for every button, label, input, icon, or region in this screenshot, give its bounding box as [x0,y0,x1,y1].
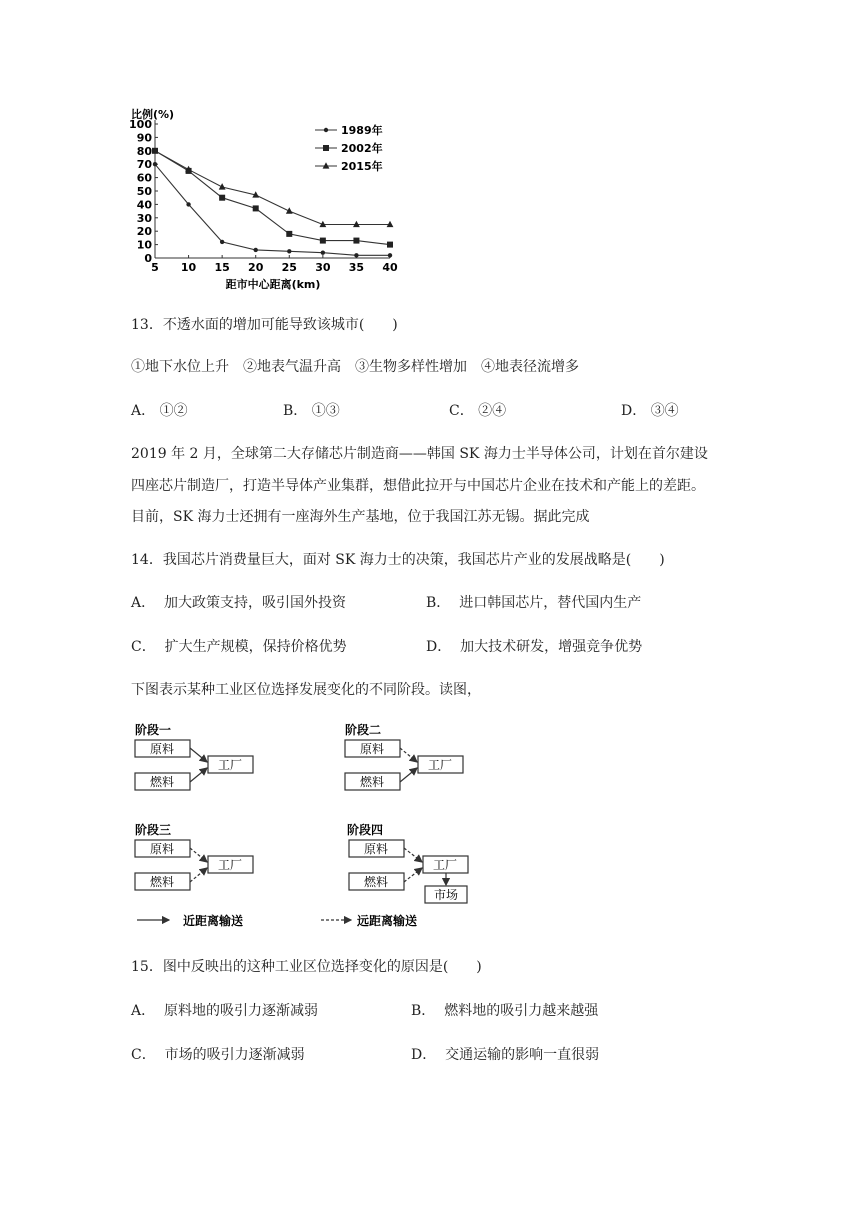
option-letter: C． [131,1047,156,1063]
x-tick-label: 25 [281,261,297,274]
y-tick-label: 60 [136,171,152,185]
factory-label: 工厂 [217,858,243,872]
option-text: 燃料地的吸引力越来越强 [444,1003,599,1019]
legend-label: 1989年 [341,124,383,137]
data-point [321,250,325,254]
far-transport-arrow [190,868,207,882]
y-tick-label: 30 [136,211,152,225]
series-3 [152,147,394,227]
y-tick-label: 0 [144,252,152,265]
near-transport-legend-label: 近距离输送 [183,914,244,928]
fuel-label: 燃料 [149,875,175,889]
option-text: 加大政策支持，吸引国外投资 [164,595,347,611]
q13-option-c[interactable] [449,400,506,420]
option-text: ②④ [478,403,507,419]
raw-material-label: 原料 [363,842,389,856]
q13-option-b[interactable] [283,400,340,420]
q15-option-c[interactable] [131,1044,305,1064]
data-point [387,242,393,248]
near-transport-arrow [400,768,417,782]
option-letter: A． [131,1003,156,1019]
data-point [220,240,224,244]
option-text: ①③ [311,403,340,419]
data-point [219,183,226,189]
data-point [153,162,157,166]
data-point [320,238,326,244]
near-transport-arrow [190,748,207,762]
option-text: 扩大生产规模，保持价格优势 [164,639,347,655]
option-text: 进口韩国芯片，替代国内生产 [459,595,642,611]
data-point [286,231,292,237]
legend-label: 2015年 [341,160,383,173]
far-transport-arrow [400,748,417,762]
legend-label: 2002年 [341,142,383,155]
option-letter: C． [449,403,474,419]
stage-title: 阶段二 [345,723,382,737]
passage-line: 目前，SK 海力士还拥有一座海外生产基地，位于我国江苏无锡。据此完成 [131,509,590,525]
market-label: 市场 [433,888,459,902]
data-point [186,202,190,206]
stage-title: 阶段四 [347,823,384,837]
q14-option-c[interactable] [131,636,347,656]
data-point [353,238,359,244]
stage-3 [135,822,253,890]
data-point [353,221,360,227]
option-letter: D． [426,639,452,655]
q15-stem: 15．图中反映出的这种工业区位选择变化的原因是( ) [131,959,482,975]
factory-label: 工厂 [432,858,458,872]
y-tick-label: 80 [136,144,152,158]
x-tick-label: 30 [315,261,331,274]
q15-option-d[interactable] [411,1044,599,1064]
option-letter: B． [411,1003,436,1019]
factory-label: 工厂 [427,758,453,772]
option-letter: D． [411,1047,437,1063]
option-text: ①② [159,403,188,419]
option-text: 原料地的吸引力逐渐减弱 [164,1003,319,1019]
diagram-intro: 下图表示某种工业区位选择发展变化的不同阶段。读图， [131,682,481,698]
q14-option-a[interactable] [131,592,346,612]
x-tick-label: 20 [248,261,264,274]
stage-2 [345,722,463,790]
diagram-legend [137,913,417,928]
raw-material-label: 原料 [149,742,175,756]
x-tick-label: 5 [151,261,159,274]
stage-title: 阶段一 [135,723,172,737]
option-text: 加大技术研发，增强竞争优势 [460,639,643,655]
factory-label: 工厂 [217,758,243,772]
y-tick-label: 90 [136,131,152,145]
data-point [219,195,225,201]
raw-material-label: 原料 [359,742,385,756]
q13-option-d[interactable] [621,400,679,420]
q13-option-a[interactable] [131,400,188,420]
q13-statements: ①地下水位上升 ②地表气温升高 ③生物多样性增加 ④地表径流增多 [131,359,579,375]
raw-material-label: 原料 [149,842,175,856]
industrial-location-diagram [125,716,485,934]
q15-option-b[interactable] [411,1000,598,1020]
data-point [387,221,394,227]
option-text: 市场的吸引力逐渐减弱 [164,1047,305,1063]
q15-option-a[interactable] [131,1000,318,1020]
data-point [253,205,259,211]
q14-option-d[interactable] [426,636,642,656]
x-tick-label: 15 [214,261,230,274]
y-tick-label: 50 [136,185,152,198]
y-tick-label: 100 [129,118,152,131]
data-point [354,253,358,257]
x-axis-label: 距市中心距离(km) [225,278,321,291]
option-letter: A． [131,595,156,611]
data-point [254,248,258,252]
legend-marker [323,162,330,168]
stage-4 [347,822,468,903]
option-letter: B． [283,403,308,419]
stage-title: 阶段三 [135,823,172,837]
option-letter: B． [426,595,451,611]
option-letter: A． [131,403,156,419]
distance-ratio-line-chart [125,100,415,300]
y-tick-label: 10 [136,238,152,252]
q14-option-b[interactable] [426,592,641,612]
y-tick-label: 40 [136,198,152,212]
data-point [388,253,392,257]
passage-line: 2019 年 2 月，全球第二大存储芯片制造商——韩国 SK 海力士半导体公司，计划在首尔建设 [131,446,708,462]
passage-line: 四座芯片制造厂，打造半导体产业集群，想借此拉开与中国芯片企业在技术和产能上的差距。 [131,478,705,494]
stage-1 [135,722,253,790]
y-tick-labels [129,118,158,265]
option-text: 交通运输的影响一直很弱 [445,1047,600,1063]
far-transport-legend-label: 远距离输送 [357,914,418,928]
x-tick-label: 35 [348,261,365,274]
far-transport-arrow [404,848,422,862]
far-transport-arrow [190,848,207,862]
y-tick-label: 70 [136,158,152,172]
x-tick-label: 10 [180,261,197,274]
y-axis-label: 比例(%) [131,108,175,121]
q13-stem: 13．不透水面的增加可能导致该城市( ) [131,317,398,333]
option-text: ③④ [650,403,679,419]
y-tick-label: 20 [136,225,152,239]
near-transport-arrow [190,768,207,782]
q14-stem: 14．我国芯片消费量巨大，面对 SK 海力士的决策，我国芯片产业的发展战略是( ) [131,552,665,568]
fuel-label: 燃料 [149,775,175,789]
option-letter: D． [621,403,647,419]
legend-marker [324,128,328,132]
chart-axes [155,120,390,258]
legend-marker [323,145,329,151]
fuel-label: 燃料 [363,875,389,889]
option-letter: C． [131,639,156,655]
x-tick-label: 40 [382,261,398,274]
data-point [287,249,291,253]
fuel-label: 燃料 [359,775,385,789]
far-transport-arrow [404,868,422,882]
chart-legend [315,123,383,173]
